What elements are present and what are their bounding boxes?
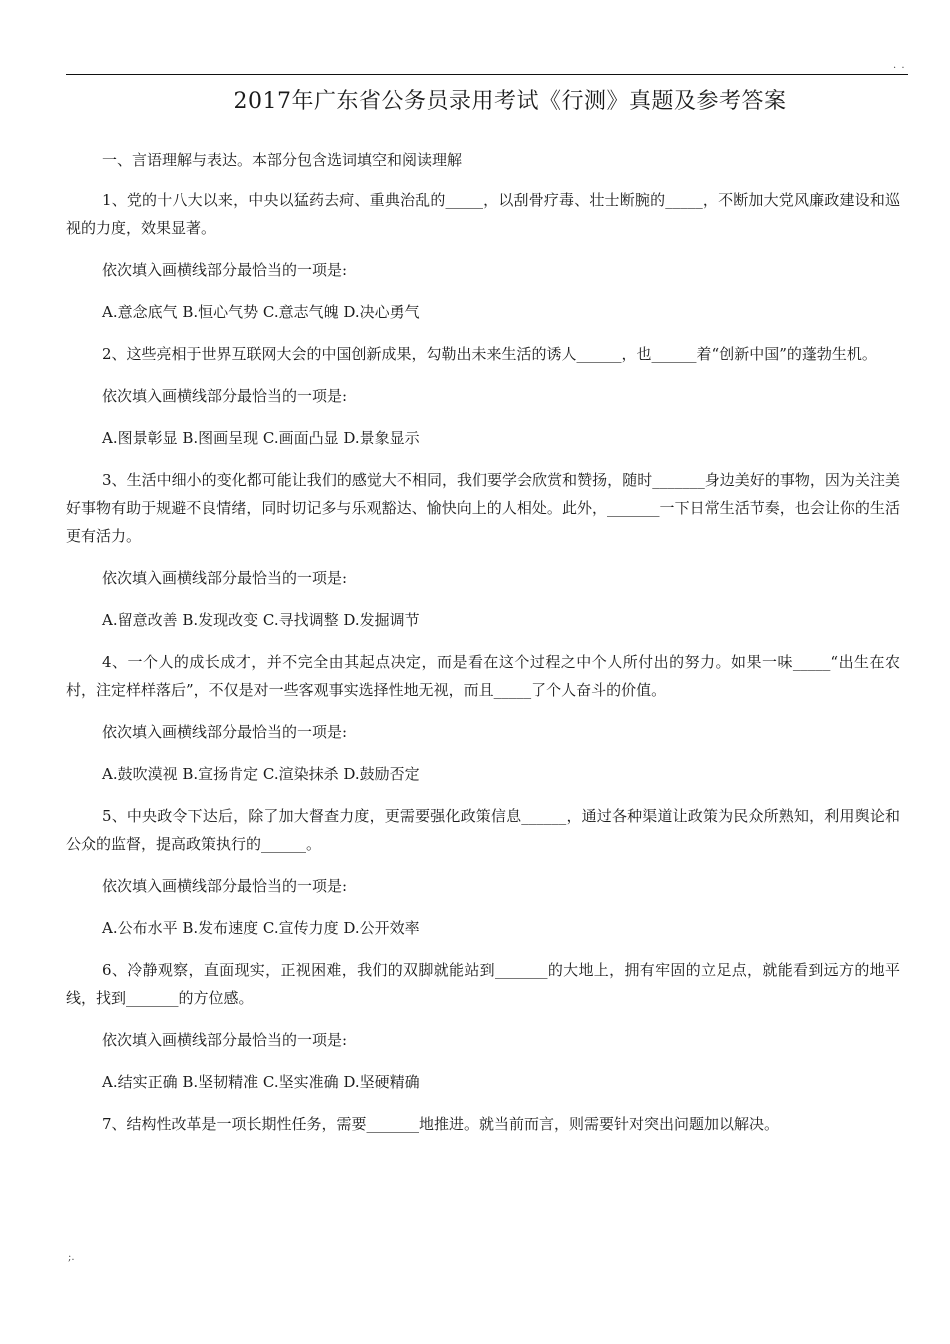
question-3: 3、生活中细小的变化都可能让我们的感觉大不相同，我们要学会欣赏和赞扬，随时_______身边美好的事物，因为关注美好事物有助于规避不良情绪，同时切记多与乐观豁达、愉快向上的人相处。此外，_______一下日常生活节奏，也会让你的生活更有活力。 — [66, 471, 900, 545]
question-5-options: A.公布水平 B.发布速度 C.宣传力度 D.公开效率 — [102, 919, 420, 937]
question-5: 5、中央政令下达后，除了加大督查力度，更需要强化政策信息______，通过各种渠道让政策为民众所熟知，利用舆论和公众的监督，提高政策执行的______。 — [66, 807, 900, 853]
question-1-options: A.意念底气 B.恒心气势 C.意志气魄 D.决心勇气 — [102, 303, 420, 321]
question-3-options: A.留意改善 B.发现改变 C.寻找调整 D.发掘调节 — [102, 611, 420, 629]
question-7: 7、结构性改革是一项长期性任务，需要_______地推进。就当前而言，则需要针对突出问题加以解决。 — [102, 1115, 780, 1133]
question-6-options: A.结实正确 B.坚韧精准 C.坚实准确 D.坚硬精确 — [102, 1073, 420, 1091]
document-body — [66, 146, 900, 1152]
question-2-prompt: 依次填入画横线部分最恰当的一项是: — [102, 387, 348, 405]
page-title: 2017年广东省公务员录用考试《行测》真题及参考答案 — [233, 89, 787, 114]
question-6: 6、冷静观察，直面现实，正视困难，我们的双脚就能站到_______的大地上，拥有牢固的立足点，就能看到远方的地平线，找到_______的方位感。 — [66, 961, 900, 1007]
question-4: 4、一个人的成长成才，并不完全由其起点决定，而是看在这个过程之中个人所付出的努力。如果一味_____“出生在农村，注定样样落后”，不仅是对一些客观事实选择性地无视，而且_____了个人奋斗的价值。 — [66, 653, 900, 699]
corner-mark-bottom: ;. — [68, 1252, 75, 1263]
question-1-prompt: 依次填入画横线部分最恰当的一项是: — [102, 261, 348, 279]
question-6-prompt: 依次填入画横线部分最恰当的一项是: — [102, 1031, 348, 1049]
question-5-prompt: 依次填入画横线部分最恰当的一项是: — [102, 877, 348, 895]
question-2-options: A.图景彰显 B.图画呈现 C.画面凸显 D.景象显示 — [102, 429, 420, 447]
question-2: 2、这些亮相于世界互联网大会的中国创新成果，勾勒出未来生活的诱人______，也______着“创新中国”的蓬勃生机。 — [102, 345, 877, 363]
question-1: 1、党的十八大以来，中央以猛药去疴、重典治乱的_____，以刮骨疗毒、壮士断腕的_____，不断加大党风廉政建设和巡视的力度，效果显著。 — [66, 191, 900, 237]
section-heading: 一、言语理解与表达。本部分包含选词填空和阅读理解 — [102, 151, 463, 169]
header-rule — [66, 74, 908, 75]
question-3-prompt: 依次填入画横线部分最恰当的一项是: — [102, 569, 348, 587]
question-4-prompt: 依次填入画横线部分最恰当的一项是: — [102, 723, 348, 741]
corner-mark-top: . . — [893, 60, 906, 71]
question-4-options: A.鼓吹漠视 B.宣扬肯定 C.渲染抹杀 D.鼓励否定 — [102, 765, 420, 783]
